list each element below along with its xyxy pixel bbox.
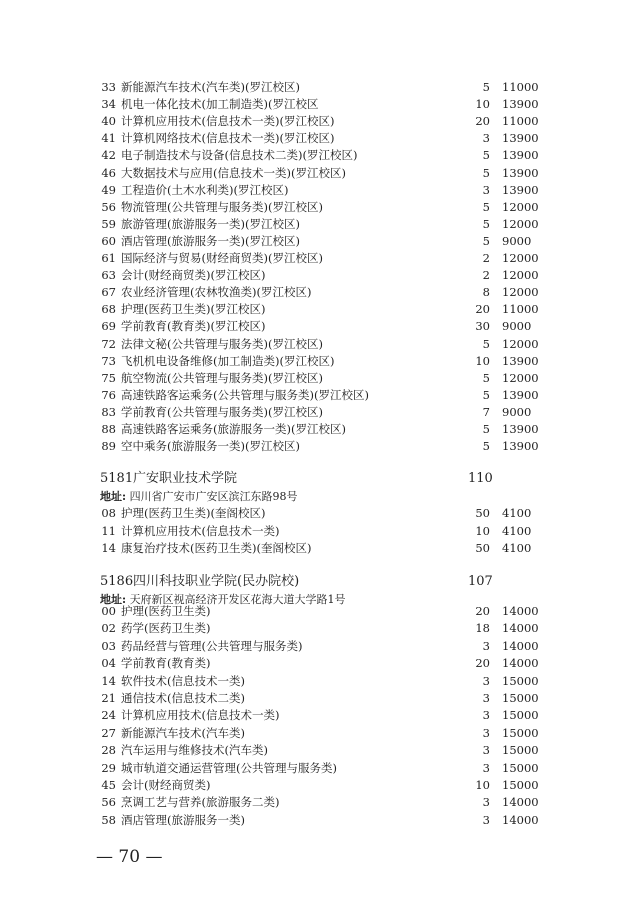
program-name: 药品经营与管理(公共管理与服务类): [121, 638, 303, 653]
program-name: 农业经济管理(农林牧渔类)(罗江校区): [121, 285, 312, 300]
program-code: 40: [101, 114, 116, 129]
program-code: 67: [101, 285, 116, 300]
program-name: 护理(医药卫生类)(罗江校区): [121, 302, 266, 317]
program-code: 72: [101, 336, 116, 351]
program-tuition: 15000: [502, 725, 539, 740]
program-code: 41: [101, 131, 116, 146]
program-row: [0, 216, 640, 233]
school-header: [0, 572, 640, 592]
program-name: 通信技术(信息技术二类): [121, 691, 245, 705]
program-name: 高速铁路客运乘务(公共管理与服务类)(罗江校区): [121, 387, 369, 402]
program-code: 28: [101, 743, 116, 758]
program-row: [0, 438, 640, 455]
address-label: 地址:: [100, 490, 127, 503]
program-name: 烹调工艺与营养(旅游服务二类): [121, 795, 280, 810]
program-row: [0, 267, 640, 284]
program-row: [0, 690, 640, 707]
program-code: 63: [101, 268, 116, 283]
program-name: 空中乘务(旅游服务一类)(罗江校区): [121, 439, 300, 454]
program-tuition: 13900: [502, 387, 539, 402]
program-row: [0, 725, 640, 742]
program-quota: 3: [482, 795, 490, 810]
program-tuition: 12000: [502, 251, 539, 265]
program-name: 机电一体化技术(加工制造类)(罗江校区: [121, 97, 319, 112]
program-row: [0, 387, 640, 404]
program-quota: 8: [482, 285, 490, 300]
program-tuition: 15000: [502, 760, 539, 775]
program-quota: 10: [475, 97, 490, 112]
program-quota: 3: [482, 743, 490, 758]
program-code: 73: [101, 353, 116, 368]
program-tuition: 13900: [502, 353, 539, 368]
school-code: 5186: [100, 574, 134, 589]
program-quota: 20: [475, 656, 490, 671]
program-name: 飞机机电设备维修(加工制造类)(罗江校区): [121, 353, 335, 368]
program-quota: 3: [482, 673, 490, 688]
program-code: 61: [101, 251, 116, 265]
program-tuition: 9000: [502, 233, 532, 248]
program-quota: 3: [482, 725, 490, 740]
program-row: [0, 742, 640, 759]
program-row: [0, 301, 640, 318]
program-tuition: 11000: [502, 114, 539, 129]
program-row: [0, 199, 640, 216]
school-name: 广安职业技术学院: [133, 471, 238, 486]
program-quota: 10: [475, 778, 490, 792]
program-tuition: 15000: [502, 673, 539, 688]
program-name: 航空物流(公共管理与服务类)(罗江校区): [121, 370, 323, 385]
program-row: [0, 777, 640, 794]
address-text: 四川省广安市广安区滨江东路98号: [129, 490, 298, 503]
program-name: 护理(医药卫生类): [121, 604, 211, 618]
program-code: 49: [101, 182, 116, 197]
program-tuition: 15000: [502, 743, 539, 758]
program-name: 物流管理(公共管理与服务类)(罗江校区): [121, 199, 323, 214]
program-row: [0, 370, 640, 387]
program-name: 大数据技术与应用(信息技术一类)(罗江校区): [121, 165, 346, 180]
program-code: 21: [101, 691, 116, 705]
program-row: [0, 353, 640, 370]
program-tuition: 4100: [502, 523, 532, 538]
program-name: 高速铁路客运乘务(旅游服务一类)(罗江校区): [121, 422, 346, 436]
program-tuition: 14000: [502, 795, 539, 810]
program-code: 56: [101, 199, 116, 214]
program-row: [0, 318, 640, 335]
program-tuition: 13900: [502, 148, 539, 163]
program-tuition: 13900: [502, 439, 539, 454]
program-code: 08: [101, 506, 116, 520]
school-address: [100, 488, 298, 505]
program-name: 护理(医药卫生类)(奎阁校区): [121, 506, 266, 520]
program-row: [0, 707, 640, 724]
program-tuition: 12000: [502, 216, 539, 231]
program-code: 00: [101, 604, 116, 618]
program-quota: 5: [482, 165, 490, 180]
school-code: 5181: [100, 471, 134, 486]
program-name: 学前教育(公共管理与服务类)(罗江校区): [121, 404, 323, 419]
program-tuition: 15000: [502, 691, 539, 705]
program-row: [0, 165, 640, 182]
program-quota: 5: [482, 199, 490, 214]
program-row: [0, 620, 640, 637]
program-quota: 5: [482, 387, 490, 402]
program-quota: 2: [482, 251, 490, 265]
school-total: 110: [468, 471, 493, 486]
program-tuition: 11000: [502, 80, 539, 94]
program-row: [0, 147, 640, 164]
program-code: 14: [101, 673, 116, 688]
program-name: 药学(医药卫生类): [121, 621, 211, 636]
school-header: [0, 469, 640, 489]
program-row: [0, 233, 640, 250]
program-row: [0, 336, 640, 353]
program-quota: 3: [482, 708, 490, 723]
program-tuition: 13900: [502, 182, 539, 197]
program-row: [0, 130, 640, 147]
page-number: — 70 —: [96, 847, 163, 867]
program-quota: 3: [482, 760, 490, 775]
program-row: [0, 603, 640, 620]
program-quota: 50: [475, 541, 490, 555]
program-name: 酒店管理(旅游服务一类): [121, 812, 245, 827]
program-tuition: 9000: [502, 404, 532, 419]
program-tuition: 15000: [502, 778, 539, 792]
program-tuition: 12000: [502, 199, 539, 214]
program-code: 59: [101, 216, 116, 231]
program-row: [0, 250, 640, 267]
program-tuition: 13900: [502, 131, 539, 146]
program-code: 58: [101, 812, 116, 827]
program-code: 45: [101, 778, 116, 792]
program-name: 会计(财经商贸类): [121, 778, 211, 792]
program-quota: 5: [482, 216, 490, 231]
program-row: [0, 638, 640, 655]
program-tuition: 13900: [502, 165, 539, 180]
program-tuition: 14000: [502, 812, 539, 827]
program-row: [0, 812, 640, 829]
program-quota: 5: [482, 233, 490, 248]
program-name: 计算机网络技术(信息技术一类)(罗江校区): [121, 131, 335, 146]
program-row: [0, 673, 640, 690]
program-quota: 3: [482, 812, 490, 827]
program-tuition: 15000: [502, 708, 539, 723]
program-code: 60: [101, 233, 116, 248]
program-code: 04: [101, 656, 116, 671]
program-name: 计算机应用技术(信息技术一类)(罗江校区): [121, 114, 335, 129]
program-quota: 10: [475, 523, 490, 538]
program-code: 89: [101, 439, 116, 454]
program-row: [0, 96, 640, 113]
program-quota: 5: [482, 336, 490, 351]
program-row: [0, 404, 640, 421]
program-code: 29: [101, 760, 116, 775]
program-name: 工程造价(土木水利类)(罗江校区): [121, 182, 289, 197]
program-quota: 3: [482, 691, 490, 705]
program-quota: 5: [482, 370, 490, 385]
program-code: 76: [101, 387, 116, 402]
program-code: 68: [101, 302, 116, 317]
address-text: 天府新区视高经济开发区花海大道大学路1号: [129, 593, 346, 606]
program-tuition: 4100: [502, 506, 532, 520]
program-code: 75: [101, 370, 116, 385]
program-quota: 30: [475, 319, 490, 334]
program-tuition: 12000: [502, 285, 539, 300]
address-label: 地址:: [100, 593, 127, 606]
program-row: [0, 540, 640, 557]
program-quota: 20: [475, 604, 490, 618]
program-name: 法律文秘(公共管理与服务类)(罗江校区): [121, 336, 323, 351]
program-row: [0, 794, 640, 811]
program-tuition: 13900: [502, 97, 539, 112]
program-code: 27: [101, 725, 116, 740]
program-tuition: 14000: [502, 638, 539, 653]
program-quota: 3: [482, 182, 490, 197]
program-row: [0, 182, 640, 199]
program-code: 34: [101, 97, 116, 112]
school-total: 107: [468, 574, 493, 589]
program-code: 83: [101, 404, 116, 419]
program-tuition: 14000: [502, 604, 539, 618]
program-quota: 5: [482, 148, 490, 163]
program-quota: 5: [482, 422, 490, 436]
program-quota: 50: [475, 506, 490, 520]
program-code: 24: [101, 708, 116, 723]
program-tuition: 4100: [502, 541, 532, 555]
program-tuition: 12000: [502, 370, 539, 385]
program-name: 新能源汽车技术(汽车类)(罗江校区): [121, 80, 300, 94]
program-name: 学前教育(教育类)(罗江校区): [121, 319, 266, 334]
program-quota: 20: [475, 114, 490, 129]
program-quota: 18: [475, 621, 490, 636]
program-code: 69: [101, 319, 116, 334]
program-tuition: 11000: [502, 302, 539, 317]
program-row: [0, 79, 640, 96]
program-tuition: 14000: [502, 621, 539, 636]
program-tuition: 12000: [502, 268, 539, 283]
program-row: [0, 421, 640, 438]
program-tuition: 13900: [502, 422, 539, 436]
program-quota: 10: [475, 353, 490, 368]
school-name: 四川科技职业学院(民办院校): [133, 574, 300, 589]
program-name: 城市轨道交通运营管理(公共管理与服务类): [121, 760, 337, 775]
program-row: [0, 284, 640, 301]
program-tuition: 12000: [502, 336, 539, 351]
program-code: 88: [101, 422, 116, 436]
program-row: [0, 760, 640, 777]
program-name: 康复治疗技术(医药卫生类)(奎阁校区): [121, 541, 312, 555]
program-quota: 3: [482, 638, 490, 653]
program-code: 11: [101, 523, 116, 538]
program-name: 新能源汽车技术(汽车类): [121, 725, 245, 740]
program-row: [0, 523, 640, 540]
program-name: 软件技术(信息技术一类): [121, 673, 245, 688]
program-quota: 5: [482, 439, 490, 454]
program-code: 14: [101, 541, 116, 555]
program-code: 42: [101, 148, 116, 163]
program-quota: 2: [482, 268, 490, 283]
program-quota: 3: [482, 131, 490, 146]
program-row: [0, 655, 640, 672]
program-row: [0, 113, 640, 130]
program-name: 酒店管理(旅游服务一类)(罗江校区): [121, 233, 300, 248]
program-name: 计算机应用技术(信息技术一类): [121, 708, 280, 723]
program-quota: 7: [482, 404, 490, 419]
program-name: 会计(财经商贸类)(罗江校区): [121, 268, 266, 283]
program-name: 旅游管理(旅游服务一类)(罗江校区): [121, 216, 300, 231]
program-name: 计算机应用技术(信息技术一类): [121, 523, 280, 538]
program-name: 电子制造技术与设备(信息技术二类)(罗江校区): [121, 148, 358, 163]
program-row: [0, 505, 640, 522]
program-tuition: 14000: [502, 656, 539, 671]
program-tuition: 9000: [502, 319, 532, 334]
program-code: 02: [101, 621, 116, 636]
program-quota: 20: [475, 302, 490, 317]
program-code: 03: [101, 638, 116, 653]
program-name: 学前教育(教育类): [121, 656, 211, 671]
program-name: 汽车运用与维修技术(汽车类): [121, 743, 268, 758]
program-code: 46: [101, 165, 116, 180]
program-name: 国际经济与贸易(财经商贸类)(罗江校区): [121, 251, 323, 265]
program-quota: 5: [482, 80, 490, 94]
program-code: 56: [101, 795, 116, 810]
program-code: 33: [101, 80, 116, 94]
